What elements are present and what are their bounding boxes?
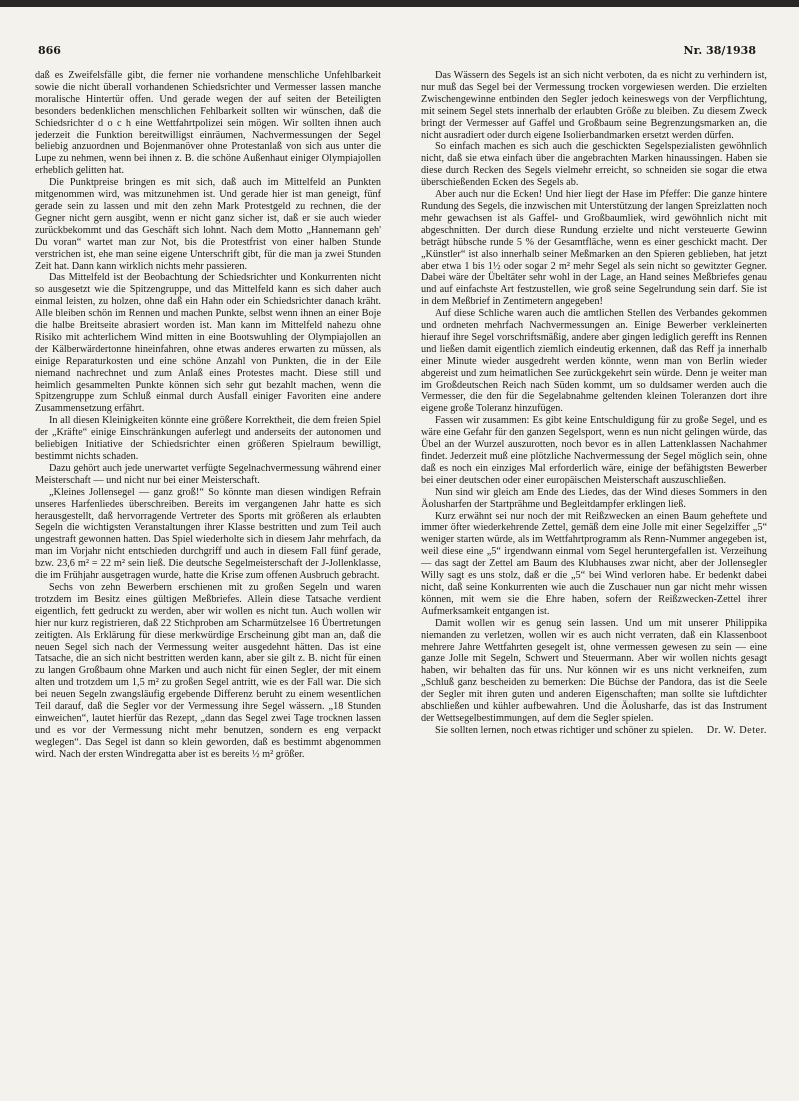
paragraph: Nun sind wir gleich am Ende des Liedes, das der Wind dieses Sommers in den Äolusharfen der Startprähme und Begleitdampfer erklingen ließ. (421, 486, 767, 510)
right-column (421, 70, 767, 1080)
paragraph: Damit wollen wir es genug sein lassen. Und um mit unserer Philippika niemanden zu verletzen, wollen wir es auch nicht verraten, daß ein Klassenboot mehrere Jahre Wettfahrten gesegelt ist, ohne vermessen gewesen zu sein — eine ganze Jolle mit Segeln, Schwert und Steuermann. Aber wir wollen nichts gesagt haben, wir behalten das für uns. Nur können wir es uns nicht verkneifen, zum „Schluß ganz bescheiden zu bemerken: Die Büchse der Pandora, das ist die Seele der Segler mit ihren guten und anderen Eigenschaften; man sollte sie luftdichter abschließen und kühler aufbewahren. Und die Äolusharfe, das ist das Instrument der Wettsegelbestimmungen, auf dem die Segler spielen. (421, 617, 767, 724)
paragraph: Aber auch nur die Ecken! Und hier liegt der Hase im Pfeffer: Die ganze hintere Rundung des Segels, die inzwischen mit Unterstützung der langen Spreizlatten noch mehr gewachsen ist als Gaffel- und Großbaumliek, wird gewöhnlich nicht mit abgeschnitten. Der durch diese Rundung erzielte und nicht versteuerte Gewinn beträgt hübsche runde 5 % der Gesamtfläche, wenn es einer geschickt macht. Der „Künstler“ ist also innerhalb seiner Meßmarken an den Spieren geblieben, hat jetzt aber etwa 1 bis 1½ oder sogar 2 m² mehr Segel als sein nicht so gewitzter Gegner. Dabei wäre der Übeltäter sehr wohl in der Lage, an Hand seines Meßbriefes genau und auf einfachste Art festzustellen, wie groß seine Segelrundung sein darf. Sie ist in dem Meßbrief in Zentimetern angegeben! (421, 189, 767, 308)
paragraph: Dazu gehört auch jede unerwartet verfügte Segelnachvermessung während einer Meisterschaft — und nicht nur bei einer Meisterschaft. (35, 462, 381, 486)
paragraph: Das Wässern des Segels ist an sich nicht verboten, da es nicht zu verhindern ist, nur muß das Segel bei der Vermessung trocken vorgewiesen werden. Die erzielten Zwischengewinne entbinden den Segler jedoch keineswegs von der Verpflichtung, mit seinem Segel stets innerhalb der erlaubten Größe zu bleiben. Zu diesem Zweck bringt der Vermesser auf Gaffel und Großbaum seine Begrenzungsmarken an, die nicht ausradiert oder durch eigene Isolierbandmarken ersetzt werden dürfen. (421, 70, 767, 141)
paragraph: Die Punktpreise bringen es mit sich, daß auch im Mittelfeld an Punkten mitgenommen wird, was mitzunehmen ist. Und gerade hier ist man geneigt, fünf gerade sein zu lassen und mit den zehn Mark Protestgeld zu rechnen, die der Gegner nicht gern ausgibt, wenn er nicht ganz sicher ist, daß er sie auch wieder zurückbekommt und das Geschäft sich lohnt. Nach dem Motto „Hannemann geh' Du voran“ wartet man zur Not, bis die Protestfrist von einer halben Stunde verstrichen ist, ehe man seine eigene Unterschrift gibt, für die man ja zwei Stunden Zeit hat. Dann kann wirklich nichts mehr passieren. (35, 177, 381, 272)
issue-number: Nr. 38/1938 (683, 44, 756, 57)
paragraph: Auf diese Schliche waren auch die amtlichen Stellen des Verbandes gekommen und ordneten mehrfach Nachvermessungen an. Einige Bewerber verkleinerten hierauf ihre Segel vorschriftsmäßig, andere aber gingen lediglich gerefft ins Rennen und ließen damit eigentlich ziemlich eindeutig erkennen, daß das Reff ja innerhalb einer Minute wieder ausgedreht werden könnte, wenn man von Berlin wieder abgereist und zum heimatlichen See zurückgekehrt sein würde. Denn je weiter man im Großdeutschen Reich nach Süden kommt, um so duldsamer werden auch die Vermesser, die den für die Segelabnahme geltenden kleinen Toleranzen dort ihre eigene große Toleranz hinzufügen. (421, 308, 767, 415)
paragraph: Sie sollten lernen, noch etwas richtiger und schöner zu spielen. (435, 724, 694, 736)
paragraph: Fassen wir zusammen: Es gibt keine Entschuldigung für zu große Segel, und es wäre eine Gefahr für den ganzen Segelsport, wenn es nun nicht gelingen würde, das Übel an der Wurzel auszurotten, noch bevor es in allen Lattenklassen Nachahmer findet. Jederzeit muß eine plötzliche Nachvermessung der Segel möglich sein, ohne daß es noch ein einziges Mal erforderlich wäre, einige der befähigtsten Bewerber bei einer deutschen oder einer europäischen Meisterschaft auszuschließen. (421, 415, 767, 486)
left-column (35, 70, 381, 1080)
page-header (38, 44, 756, 60)
paragraph: In all diesen Kleinigkeiten könnte eine größere Korrektheit, die dem freien Spiel der „Kräfte“ einige Einschränkungen auferlegt und anderseits der autonomen und beliebigen Initiative der Schiedsrichter einen größeren Spielraum bewilligt, bestimmt nichts schaden. (35, 415, 381, 462)
paragraph: daß es Zweifelsfälle gibt, die ferner nie vorhandene menschliche Unfehlbarkeit sowie die nicht überall vorhandenen Schiedsrichter und Vermesser lassen manche moralische Hintertür offen. Und gerade wegen der auf seiten der Beteiligten besonders bedenklichen menschlichen Fehlbarkeit sollten wir wünschen, daß die Schiedsrichter d o c h eine Wettfahrtpolizei sein mögen. Wir sollten ihnen auch jederzeit die Funktion bereitwilligst einräumen, Nachvermessungen der Segel beliebig anzuordnen und Bojenmanöver ohne Protestanlaß von sich aus unter die Lupe zu nehmen, wenn bei ihnen z. B. die schöne Außenhaut einiger Olympiajollen erheblich gelitten hat. (35, 70, 381, 177)
paragraph: Sechs von zehn Bewerbern erschienen mit zu großen Segeln und waren trotzdem im Besitz eines gültigen Meßbriefes. Allein diese Tatsache verdient eigentlich, fett gedruckt zu werden, aber wir wollen es nicht tun. Auch wollen wir hier nur kurz registrieren, daß 22 Stichproben am Scharmützelsee 16 Übertretungen zeitigten. Als Erklärung für diese merkwürdige Erscheinung gibt man an, daß die neuen Segel sich nach der Vermessung weiter ausgedehnt hätten. Das ist eine Tatsache, die an sich nicht bestritten werden kann, aber sie gilt z. B. nicht für einen zu langen Großbaum ohne Marken und auch nicht für einen Segler, der mit einem alten und trotzdem um 1,5 m² zu großen Segel antritt, wie es der Fall war. Die sich bei neuen Segeln zwangsläufig ergebende Differenz beruht zu einem wesentlichen Teil darauf, daß die Segler vor der Vermessung ihre Segel wässern. „18 Stunden einweichen“, lautet hierfür das Rezept, „dann das Segel zwei Tage trocknen lassen und es vor der Vermessung nicht mehr benutzen, sondern es eng verpackt weglegen“. Das Segel ist dann so klein geworden, daß es bestimmt abgenommen wird. Nach der ersten Windregatta aber ist es bereits ½ m² größer. (35, 581, 381, 760)
paragraph: „Kleines Jollensegel — ganz groß!“ So könnte man diesen windigen Refrain unseres Harfenliedes überschreiben. Bereits im vergangenen Jahr hatte es sich herausgestellt, daß hervorragende Vertreter des Sports mit größeren als erlaubten Segeln die wichtigsten Veranstaltungen ihrer Klasse bestritten und zum Teil auch ungestraft gewonnen hatten. Das Spiel wiederholte sich in diesem Jahr mehrfach, da man im Vorjahr nicht entschieden durchgriff und auch in diesem Fall fünf gerade, bzw. 23,6 m² = 22 m² sein ließ. Die deutsche Segelmeisterschaft der J-Jollenklasse, die im Frühjahr ausgetragen wurde, hatte die Krise zum offenen Ausbruch gebracht. (35, 486, 381, 582)
author-signature: Dr. W. Deter. (706, 724, 767, 736)
paragraph: Kurz erwähnt sei nur noch der mit Reißzwecken an einen Baum geheftete und immer öfter wiederkehrende Zettel, gemäß dem eine Jolle mit einer Segelziffer „5“ weniger starten würde, als im Wettfahrtprogramm als Renn-Nummer angegeben ist, weil diese eine „5“ irgendwann einmal vom Segel heruntergefallen ist. Verzeihung — das sagt der Zettel am Baum des Klubhauses zwar nicht, aber der Jollensegler Willy sagt es uns stolz, daß er die „5“ bei Wind verloren habe. Er bedenkt dabei nicht, daß seine Konkurrenten wie auch die Zuschauer nun gar nicht mehr wissen können, mit wem sie die Ehre haben, sofern der Reißzwecken-Zettel ihrer Aufmerksamkeit entgangen ist. (421, 510, 767, 617)
paragraph: So einfach machen es sich auch die geschickten Segelspezialisten gewöhnlich nicht, daß sie etwa einfach über die angebrachten Marken hinaussingen. Haben sie diese durch Recken des Segels vielmehr erreicht, so schneiden sie sogar die etwa überschießenden Ecken des Segels ab. (421, 141, 767, 189)
scan-top-edge (0, 0, 799, 7)
paragraph: Das Mittelfeld ist der Beobachtung der Schiedsrichter und Konkurrenten nicht so ausgesetzt wie die Spitzengruppe, und das Mittelfeld kann es sich daher auch einmal leisten, zu holzen, ohne daß ein Hahn oder ein Schiedsrichter danach kräht. Alle bleiben schön im Rennen und machen Punkte, selbst wenn ihnen an einer Boje die halbe Breitseite abrasiert worden ist. Man kann im Mittelfeld nahezu ohne Risiko mit achterlichem Wind mitten in eine Bootswuhling der Olympiajollen an der Kälberwärdertonne hineinfahren, ohne etwas anderes erwarten zu müssen, als einige Reparaturkosten und eine schöne Anzahl von Punkten, die in der Eile niemand nachrechnet und zum Anlaß eines Protestes macht. Diese still und heimlich gesammelten Punkte können sich sehr gut bezahlt machen, wenn die Spitzengruppe zum Schluß einmal durch Ausfall einiger Favoriten eine andere Zusammensetzung erfährt. (35, 272, 381, 415)
page-number: 866 (38, 44, 61, 57)
